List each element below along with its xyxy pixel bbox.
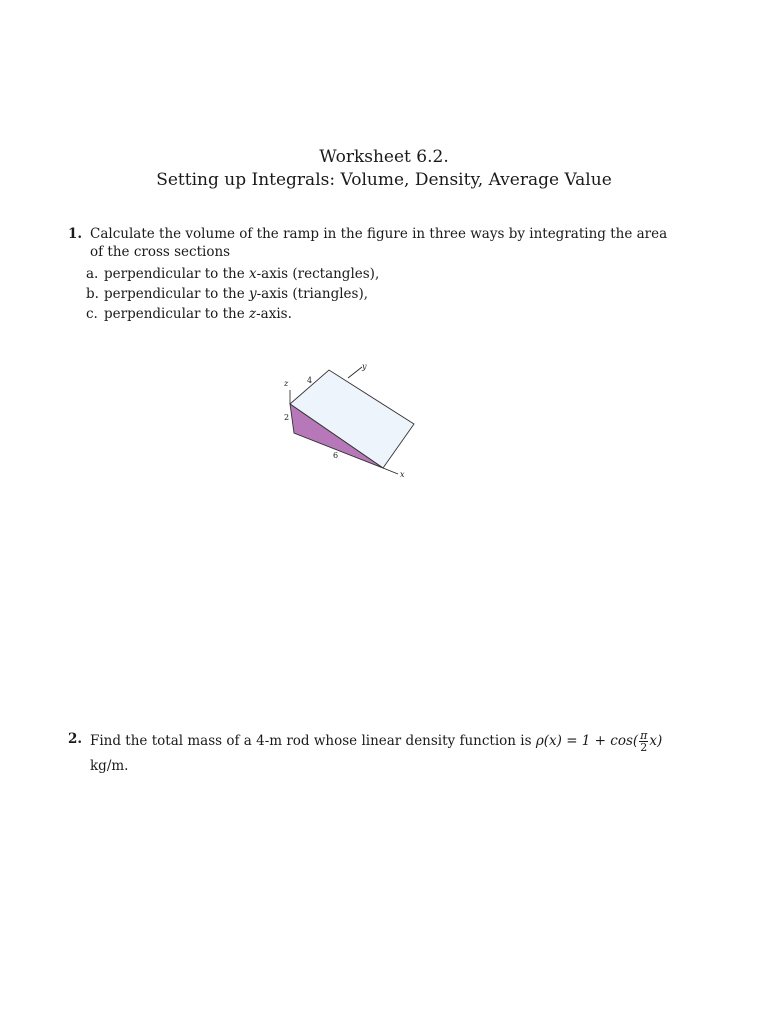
problem-2-units: kg/m. bbox=[90, 758, 129, 774]
problem-2-text-before: Find the total mass of a 4-m rod whose linear density function is bbox=[90, 733, 536, 749]
fraction-denominator: 2 bbox=[640, 741, 648, 754]
part-b-var: y bbox=[248, 286, 257, 302]
problem-2-text bbox=[90, 730, 668, 753]
part-c-after: -axis. bbox=[256, 306, 292, 322]
density-function-rhs: x) bbox=[649, 733, 663, 749]
problem-1-part-c bbox=[86, 305, 292, 323]
x-axis-line bbox=[383, 468, 398, 474]
density-function-lhs: ρ(x) = 1 + cos( bbox=[535, 733, 639, 749]
part-c-var: z bbox=[248, 306, 257, 322]
y-axis-label: y bbox=[362, 362, 367, 371]
problem-2-number: 2. bbox=[68, 731, 83, 747]
part-a-var: x bbox=[248, 266, 257, 282]
part-c-before: perpendicular to the bbox=[104, 306, 249, 322]
fraction-numerator: π bbox=[640, 729, 648, 742]
part-a-label: a. bbox=[86, 266, 99, 282]
worksheet-title: Worksheet 6.2. bbox=[319, 147, 449, 167]
part-c-label: c. bbox=[86, 306, 98, 322]
width-label: 4 bbox=[307, 376, 313, 385]
length-label: 6 bbox=[333, 451, 339, 460]
worksheet-subtitle: Setting up Integrals: Volume, Density, Average Value bbox=[156, 170, 612, 190]
ramp-figure bbox=[278, 356, 418, 482]
x-axis-label: x bbox=[400, 470, 405, 479]
z-axis-label: z bbox=[284, 379, 289, 388]
part-b-before: perpendicular to the bbox=[104, 286, 249, 302]
problem-1-part-a bbox=[86, 265, 379, 283]
problem-1-number: 1. bbox=[68, 226, 83, 242]
height-label: 2 bbox=[284, 413, 290, 422]
problem-1 bbox=[68, 225, 668, 261]
problem-1-text: Calculate the volume of the ramp in the figure in three ways by integrating the area of the cross sections bbox=[90, 226, 668, 260]
part-a-after: -axis (rectangles), bbox=[256, 266, 380, 282]
problem-2 bbox=[68, 730, 668, 775]
pi-over-2-fraction bbox=[639, 730, 648, 753]
part-b-after: -axis (triangles), bbox=[256, 286, 369, 302]
part-a-before: perpendicular to the bbox=[104, 266, 249, 282]
part-b-label: b. bbox=[86, 286, 99, 302]
y-axis-line bbox=[348, 367, 362, 378]
problem-1-part-b bbox=[86, 285, 368, 303]
